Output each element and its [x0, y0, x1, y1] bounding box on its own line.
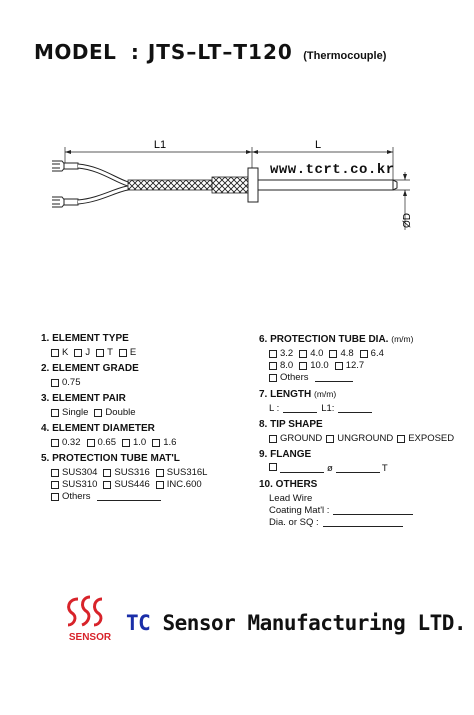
option-others-dia[interactable]: Others: [269, 372, 309, 384]
option-1-6[interactable]: 1.6: [152, 437, 176, 449]
element-type-title: 1. ELEMENT TYPE: [41, 333, 129, 344]
length-l1-label: L1:: [321, 403, 335, 414]
terminal-upper: [52, 161, 78, 171]
flange: [248, 168, 258, 202]
checkbox[interactable]: [326, 435, 334, 443]
section-element-diameter: [41, 423, 251, 449]
company-tc: TC: [126, 611, 151, 635]
checkbox[interactable]: [156, 481, 164, 489]
checkbox[interactable]: [269, 350, 277, 358]
checkbox[interactable]: [335, 362, 343, 370]
flange-t-label: T: [381, 463, 388, 474]
option-sus316l[interactable]: SUS316L: [156, 467, 208, 479]
checkbox[interactable]: [51, 469, 59, 477]
option-exposed[interactable]: EXPOSED: [397, 433, 454, 445]
option-0-75[interactable]: 0.75: [51, 377, 81, 389]
company-rest: Sensor Manufacturing LTD.: [150, 611, 467, 635]
section-tip-shape: [259, 419, 474, 445]
coating-field[interactable]: [333, 505, 413, 515]
dim-l1-label: L1: [153, 139, 167, 151]
flange-title: 9. FLANGE: [259, 449, 312, 460]
others-dia-field[interactable]: [315, 372, 353, 382]
checkbox[interactable]: [269, 463, 277, 471]
checkbox[interactable]: [74, 349, 82, 357]
option-6-4[interactable]: 6.4: [360, 348, 384, 360]
option-12-7[interactable]: 12.7: [335, 360, 365, 372]
checkbox[interactable]: [87, 439, 95, 447]
tip-shape-title: 8. TIP SHAPE: [259, 419, 323, 430]
flange-phi-label: ø: [327, 463, 333, 474]
checkbox[interactable]: [51, 349, 59, 357]
company-name: [126, 611, 466, 635]
model-label: MODEL: [34, 40, 117, 64]
checkbox[interactable]: [156, 469, 164, 477]
dim-l-label: L: [314, 139, 322, 151]
option-1-0[interactable]: 1.0: [122, 437, 146, 449]
dim-d-label: ØD: [402, 213, 413, 228]
checkbox[interactable]: [152, 439, 160, 447]
checkbox[interactable]: [269, 374, 277, 382]
spec-right-column: [259, 333, 474, 533]
section-protection-tube-matl: [41, 453, 251, 503]
checkbox[interactable]: [119, 349, 127, 357]
option-0-65[interactable]: 0.65: [87, 437, 117, 449]
others-title: 10. OTHERS: [259, 479, 318, 490]
checkbox[interactable]: [51, 493, 59, 501]
length-l-field[interactable]: [283, 403, 317, 413]
option-4-0[interactable]: 4.0: [299, 348, 323, 360]
model-title: [34, 40, 386, 64]
checkbox[interactable]: [299, 350, 307, 358]
dia-sq-label: Dia. or SQ :: [269, 517, 319, 528]
protection-tube-dia-title: 6. PROTECTION TUBE DIA. (m/m): [259, 334, 414, 345]
others-matl-field[interactable]: [97, 491, 161, 501]
sensor-logo-icon: [60, 595, 120, 651]
checkbox[interactable]: [329, 350, 337, 358]
option-sus316[interactable]: SUS316: [103, 467, 149, 479]
option-ground[interactable]: GROUND: [269, 433, 322, 445]
element-type-options: [51, 347, 251, 359]
checkbox[interactable]: [360, 350, 368, 358]
option-sus310[interactable]: SUS310: [51, 479, 97, 491]
option-0-32[interactable]: 0.32: [51, 437, 81, 449]
element-diameter-title: 4. ELEMENT DIAMETER: [41, 423, 155, 434]
element-pair-title: 3. ELEMENT PAIR: [41, 393, 126, 404]
option-unground[interactable]: UNGROUND: [326, 433, 393, 445]
terminal-lower: [52, 197, 78, 207]
checkbox[interactable]: [269, 362, 277, 370]
logo-text: SENSOR: [68, 632, 112, 643]
lead-wire-label: Lead Wire: [269, 493, 313, 504]
length-title: 7. LENGTH (m/m): [259, 389, 337, 400]
option-others-matl[interactable]: Others: [51, 491, 91, 503]
option-k[interactable]: K: [51, 347, 68, 359]
option-3-2[interactable]: 3.2: [269, 348, 293, 360]
protection-tube-matl-title: 5. PROTECTION TUBE MAT'L: [41, 453, 180, 464]
company-footer: [60, 595, 467, 655]
braided-cable: [128, 180, 212, 190]
option-double[interactable]: Double: [94, 407, 135, 419]
section-protection-tube-dia: [259, 333, 474, 384]
protection-tube: [258, 180, 393, 190]
thermocouple-drawing: [0, 120, 474, 270]
option-e[interactable]: E: [119, 347, 136, 359]
checkbox[interactable]: [122, 439, 130, 447]
flange-t-field[interactable]: [336, 463, 380, 473]
checkbox[interactable]: [103, 481, 111, 489]
option-t[interactable]: T: [96, 347, 113, 359]
transition-sleeve: [212, 177, 248, 193]
length-l-label: L :: [269, 403, 280, 414]
checkbox[interactable]: [51, 481, 59, 489]
checkbox[interactable]: [94, 409, 102, 417]
checkbox[interactable]: [96, 349, 104, 357]
checkbox[interactable]: [51, 409, 59, 417]
section-element-type: [41, 333, 251, 359]
section-flange: [259, 449, 474, 475]
option-inc600[interactable]: INC.600: [156, 479, 202, 491]
option-sus304[interactable]: SUS304: [51, 467, 97, 479]
checkbox[interactable]: [51, 379, 59, 387]
option-j[interactable]: J: [74, 347, 90, 359]
length-l1-field[interactable]: [338, 403, 372, 413]
option-sus446[interactable]: SUS446: [103, 479, 149, 491]
option-10-0[interactable]: 10.0: [299, 360, 329, 372]
section-length: [259, 388, 474, 415]
website-url[interactable]: www.tcrt.co.kr: [270, 162, 395, 178]
coating-label: Coating Mat'l :: [269, 505, 330, 516]
dia-sq-field[interactable]: [323, 517, 403, 527]
checkbox[interactable]: [269, 435, 277, 443]
option-4-8[interactable]: 4.8: [329, 348, 353, 360]
section-element-pair: [41, 393, 251, 419]
checkbox[interactable]: [397, 435, 405, 443]
checkbox[interactable]: [103, 469, 111, 477]
section-element-grade: [41, 363, 251, 389]
checkbox[interactable]: [299, 362, 307, 370]
model-code: : JTS–LT–T120: [130, 40, 293, 64]
model-type: (Thermocouple): [303, 50, 387, 62]
spec-left-column: [41, 333, 251, 507]
flange-dia-field[interactable]: [280, 463, 324, 473]
element-grade-title: 2. ELEMENT GRADE: [41, 363, 139, 374]
option-8-0[interactable]: 8.0: [269, 360, 293, 372]
checkbox[interactable]: [51, 439, 59, 447]
option-single[interactable]: Single: [51, 407, 88, 419]
section-others: [259, 479, 474, 529]
